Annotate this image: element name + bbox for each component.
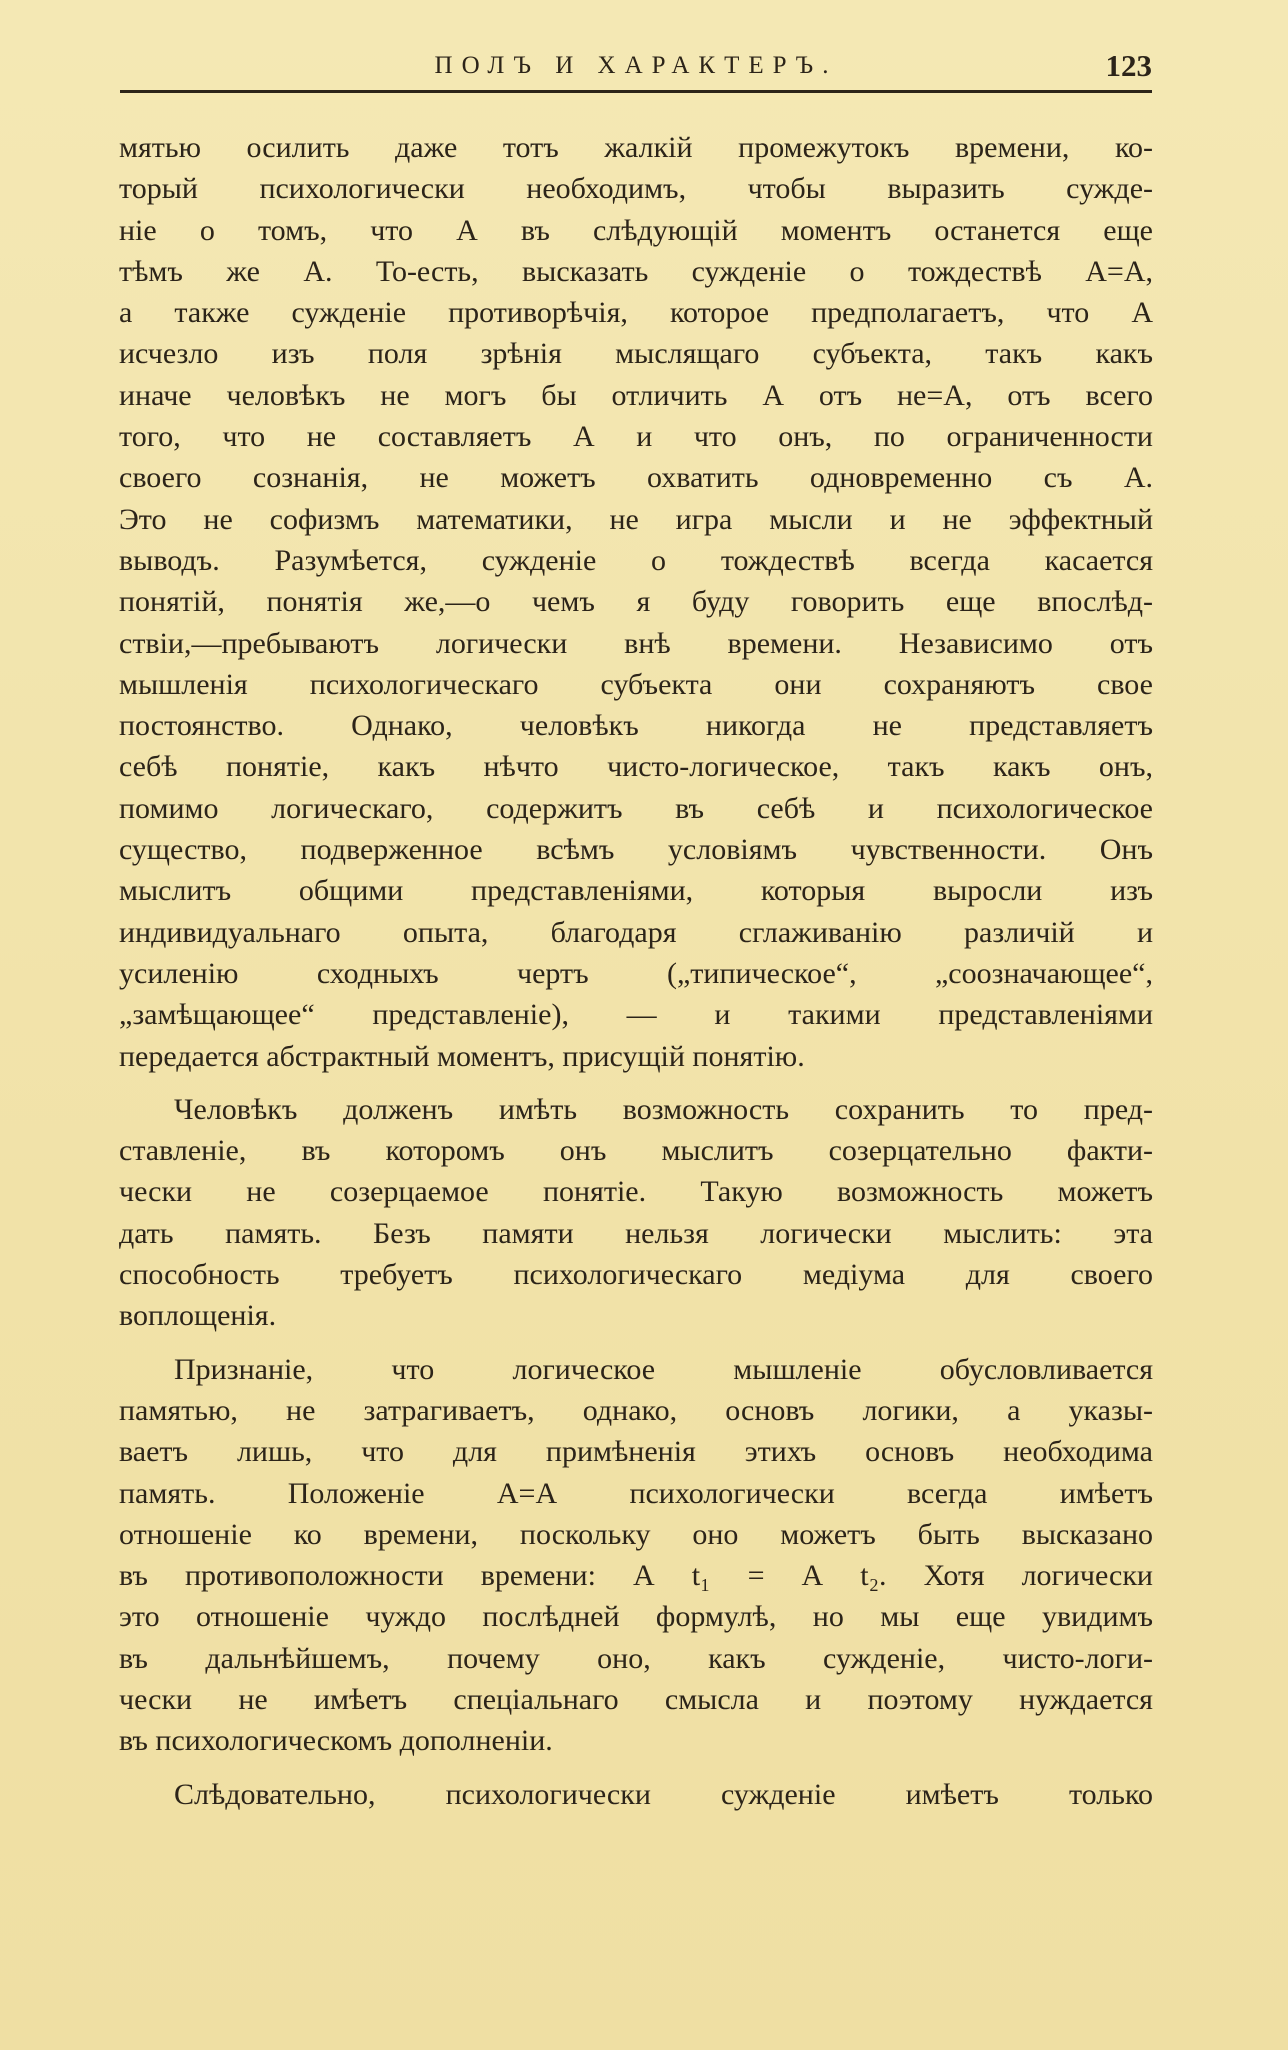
text-line: память. Положеніе А=А психологически всегда имѣетъ bbox=[119, 1476, 1153, 1510]
paragraph bbox=[119, 1774, 1153, 1815]
text-line: чески не созерцаемое понятіе. Такую возможность можетъ bbox=[119, 1175, 1153, 1209]
page-number: 123 bbox=[1105, 48, 1152, 83]
text-line: ствіи,—пребываютъ логически внѣ времени. Независимо отъ bbox=[119, 626, 1153, 660]
text-line: существо, подверженное всѣмъ условіямъ чувственности. Онъ bbox=[119, 833, 1153, 867]
text-line: торый психологически необходимъ, чтобы выразить сужде- bbox=[119, 172, 1153, 206]
text-line: своего сознанія, не можетъ охватить одновременно съ А. bbox=[119, 461, 1153, 495]
text-line: въ психологическомъ дополненіи. bbox=[119, 1724, 553, 1758]
text-line: усиленію сходныхъ чертъ („типическое“, „соозначающее“, bbox=[119, 956, 1153, 990]
text-line: мятью осилить даже тотъ жалкій промежутокъ времени, ко- bbox=[119, 131, 1153, 164]
text-line: Человѣкъ долженъ имѣть возможность сохранить то пред- bbox=[174, 1092, 1153, 1126]
text-line: способность требуетъ психологическаго медіума для своего bbox=[119, 1258, 1153, 1292]
text-line: выводъ. Разумѣется, сужденіе о тождествѣ всегда касается bbox=[119, 543, 1153, 577]
text-line: а также сужденіе противорѣчія, которое предполагаетъ, что А bbox=[119, 296, 1153, 330]
text-line: индивидуальнаго опыта, благодаря сглаживанію различій и bbox=[119, 915, 1153, 949]
paragraph bbox=[119, 127, 1153, 1077]
text-line: памятью, не затрагиваетъ, однако, основъ логики, а указы- bbox=[119, 1393, 1153, 1427]
text-line: Слѣдовательно, психологически сужденіе имѣетъ только bbox=[174, 1777, 1153, 1811]
page-header bbox=[120, 44, 1152, 94]
text-line: ставленіе, въ которомъ онъ мыслитъ созерцательно факти- bbox=[119, 1134, 1153, 1168]
text-line: Признаніе, что логическое мышленіе обусловливается bbox=[174, 1352, 1153, 1386]
text-line: ніе о томъ, что А въ слѣдующій моментъ останется еще bbox=[119, 213, 1153, 247]
text-line: мыслитъ общими представленіями, которыя выросли изъ bbox=[119, 874, 1153, 908]
text-line: отношеніе ко времени, поскольку оно можетъ быть высказано bbox=[119, 1517, 1153, 1551]
text-line: постоянство. Однако, человѣкъ никогда не представляетъ bbox=[119, 709, 1153, 743]
text-line: мышленія психологическаго субъекта они сохраняютъ свое bbox=[119, 667, 1153, 701]
text-line: исчезло изъ поля зрѣнія мыслящаго субъекта, такъ какъ bbox=[119, 337, 1153, 371]
text-line: тѣмъ же А. То-есть, высказать сужденіе о тождествѣ А=А, bbox=[119, 254, 1153, 288]
body-text bbox=[119, 127, 1153, 1815]
text-line: въ противоположности времени: А t₁ = А t₂. Хотя логически bbox=[119, 1559, 1153, 1593]
text-line: иначе человѣкъ не могъ бы отличить А отъ не=А, отъ всего bbox=[119, 378, 1153, 412]
running-title: ПОЛЪ И ХАРАКТЕРЪ. bbox=[434, 52, 838, 79]
text-line: помимо логическаго, содержитъ въ себѣ и психологическое bbox=[119, 791, 1153, 825]
text-line: Это не софизмъ математики, не игра мысли и не эффектный bbox=[119, 502, 1153, 536]
text-line: въ дальнѣйшемъ, почему оно, какъ сужденіе, чисто-логи- bbox=[119, 1641, 1153, 1675]
text-line: ваетъ лишь, что для примѣненія этихъ основъ необходима bbox=[119, 1435, 1153, 1469]
text-line: воплощенія. bbox=[119, 1299, 277, 1333]
text-line: „замѣщающее“ представленіе), — и такими представленіями bbox=[119, 998, 1153, 1032]
text-line: передается абстрактный моментъ, присущій понятію. bbox=[119, 1039, 805, 1073]
text-line: чески не имѣетъ спеціальнаго смысла и поэтому нуждается bbox=[119, 1682, 1153, 1716]
paragraph bbox=[119, 1349, 1153, 1762]
text-line: дать память. Безъ памяти нельзя логически мыслить: эта bbox=[119, 1216, 1153, 1250]
text-line: это отношеніе чуждо послѣдней формулѣ, но мы еще увидимъ bbox=[119, 1600, 1153, 1634]
text-line: того, что не составляетъ А и что онъ, по ограниченности bbox=[119, 420, 1153, 454]
text-line: себѣ понятіе, какъ нѣчто чисто-логическое, такъ какъ онъ, bbox=[119, 750, 1153, 784]
header-rule bbox=[120, 90, 1152, 93]
text-line: понятій, понятія же,—о чемъ я буду говорить еще впослѣд- bbox=[119, 585, 1153, 619]
paragraph bbox=[119, 1089, 1153, 1337]
